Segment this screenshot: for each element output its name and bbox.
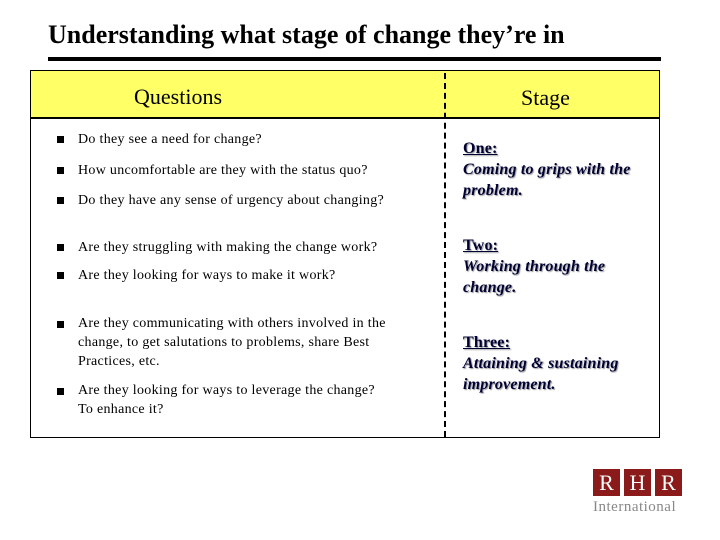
- bullet-icon: [57, 321, 64, 328]
- question-item: How uncomfortable are they with the status quo?: [78, 163, 368, 178]
- logo-letter-r: R: [593, 469, 620, 496]
- logo-wordmark: International: [593, 499, 677, 515]
- page-title: Understanding what stage of change they’re in: [48, 20, 565, 49]
- title-underline: [48, 57, 661, 61]
- bullet-icon: [57, 272, 64, 279]
- question-item: Are they looking for ways to make it work?: [78, 268, 336, 283]
- column-divider: [444, 73, 446, 437]
- header-questions: Questions: [134, 84, 222, 109]
- logo-letter-h: H: [624, 469, 651, 496]
- question-item: Are they communicating with others involved in the change, to get salutations to problems, share Best Practices, etc.: [78, 316, 386, 369]
- stage-three: Three: Attaining & sustaining improvement.: [463, 334, 619, 393]
- stage-one: One: Coming to grips with the problem.: [463, 140, 631, 199]
- stage-two: Two: Working through the change.: [463, 237, 606, 296]
- bullet-icon: [57, 197, 64, 204]
- bullet-icon: [57, 167, 64, 174]
- bullet-icon: [57, 388, 64, 395]
- question-item: Do they see a need for change?: [78, 132, 262, 147]
- bullet-icon: [57, 136, 64, 143]
- question-item: Are they struggling with making the change work?: [78, 240, 378, 255]
- header-stage: Stage: [521, 85, 570, 110]
- question-item: Are they looking for ways to leverage the change? To enhance it?: [78, 383, 375, 417]
- stage-table: [30, 70, 660, 438]
- bullet-icon: [57, 244, 64, 251]
- logo-letter-r2: R: [655, 469, 682, 496]
- question-item: Do they have any sense of urgency about changing?: [78, 193, 385, 208]
- table-header: [31, 71, 659, 119]
